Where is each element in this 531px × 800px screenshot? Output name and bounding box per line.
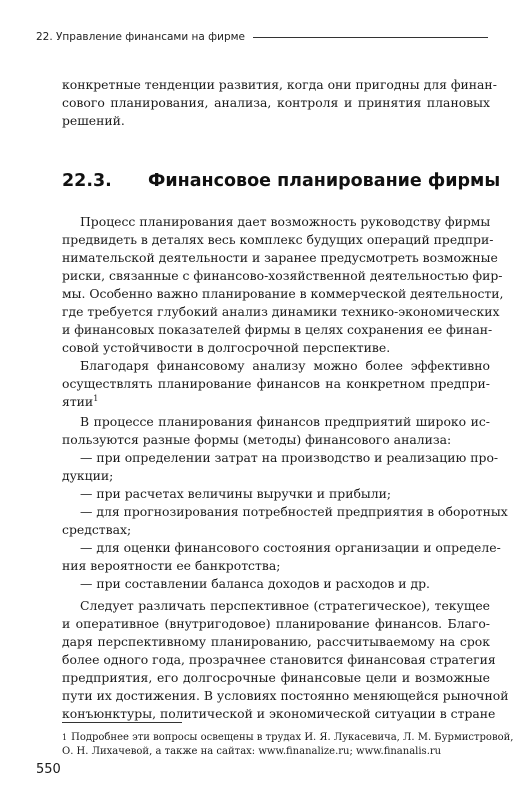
list-item: средствах; <box>62 522 132 537</box>
body-line: пути их достижения. В условиях постоянно меняющейся рыночной <box>62 688 509 703</box>
body-line: осуществлять планирование финансов на конкретном предпри- <box>62 376 490 391</box>
list-item: — при составлении баланса доходов и расходов и др. <box>80 576 430 591</box>
body-line: В процессе планирования финансов предприятий широко ис- <box>80 414 490 429</box>
list-item: — при расчетах величины выручки и прибыли; <box>80 486 392 501</box>
body-line: сового планирования, анализа, контроля и принятия плановых <box>62 95 490 110</box>
footnote-line <box>62 731 514 745</box>
body-line: предприятия, его долгосрочные финансовые цели и возможные <box>62 670 490 685</box>
body-line: предвидеть в деталях весь комплекс будущих операций предпри- <box>62 232 494 247</box>
body-line: совой устойчивости в долгосрочной перспективе. <box>62 340 391 355</box>
footnote-ref: 1 <box>93 393 99 403</box>
body-line: пользуются разные формы (методы) финансового анализа: <box>62 432 452 447</box>
running-header-text: 22. Управление финансами на фирме <box>36 31 245 43</box>
list-item: дукции; <box>62 468 114 483</box>
page-number: 550 <box>36 762 61 777</box>
body-line: конкретные тенденции развития, когда они пригодны для финан- <box>62 77 497 92</box>
section-number: 22.3. <box>62 171 112 191</box>
body-line: Процесс планирования дает возможность руководству фирмы <box>80 214 491 229</box>
body-line: и финансовых показателей фирмы в целях сохранения ее финан- <box>62 322 493 337</box>
list-item: — для оценки финансового состояния организации и определе- <box>80 540 501 555</box>
body-line: мы. Особенно важно планирование в коммерческой деятельности, <box>62 286 504 301</box>
header-rule <box>253 37 488 38</box>
section-heading <box>62 171 500 191</box>
footnote-line: О. Н. Лихачевой, а также на сайтах: www.finanalize.ru; www.finanalis.ru <box>62 746 442 757</box>
list-item: — при определении затрат на производство и реализацию про- <box>80 450 499 465</box>
body-line: более одного года, прозрачнее становится финансовая стратегия <box>62 652 496 667</box>
footnote-mark: 1 <box>62 733 68 742</box>
body-line: где требуется глубокий анализ динамики технико-экономических <box>62 304 500 319</box>
list-item: ния вероятности ее банкротства; <box>62 558 281 573</box>
footnote-text: Подробнее эти вопросы освещены в трудах И. Я. Лукасевича, Л. М. Бурмистровой, <box>71 732 514 743</box>
body-line: даря перспективному планированию, рассчитываемому на срок <box>62 634 490 649</box>
body-line: и оперативное (внутригодовое) планирование финансов. Благо- <box>62 616 490 631</box>
body-line: решений. <box>62 113 125 128</box>
footnote-rule <box>62 722 182 723</box>
section-title: Финансовое планирование фирмы <box>148 171 501 191</box>
body-line <box>62 394 490 410</box>
body-line-text: ятии <box>62 394 94 409</box>
list-item: — для прогнозирования потребностей предприятия в оборотных <box>80 504 508 519</box>
body-line: конъюнктуры, политической и экономической ситуации в стране <box>62 706 496 721</box>
running-header <box>36 30 488 44</box>
body-line: Благодаря финансовому анализу можно более эффективно <box>80 358 490 373</box>
body-line: нимательской деятельности и заранее предусмотреть возможные <box>62 250 498 265</box>
body-line: Следует различать перспективное (стратегическое), текущее <box>80 598 490 613</box>
body-line: риски, связанные с финансово-хозяйственной деятельностью фир- <box>62 268 503 283</box>
